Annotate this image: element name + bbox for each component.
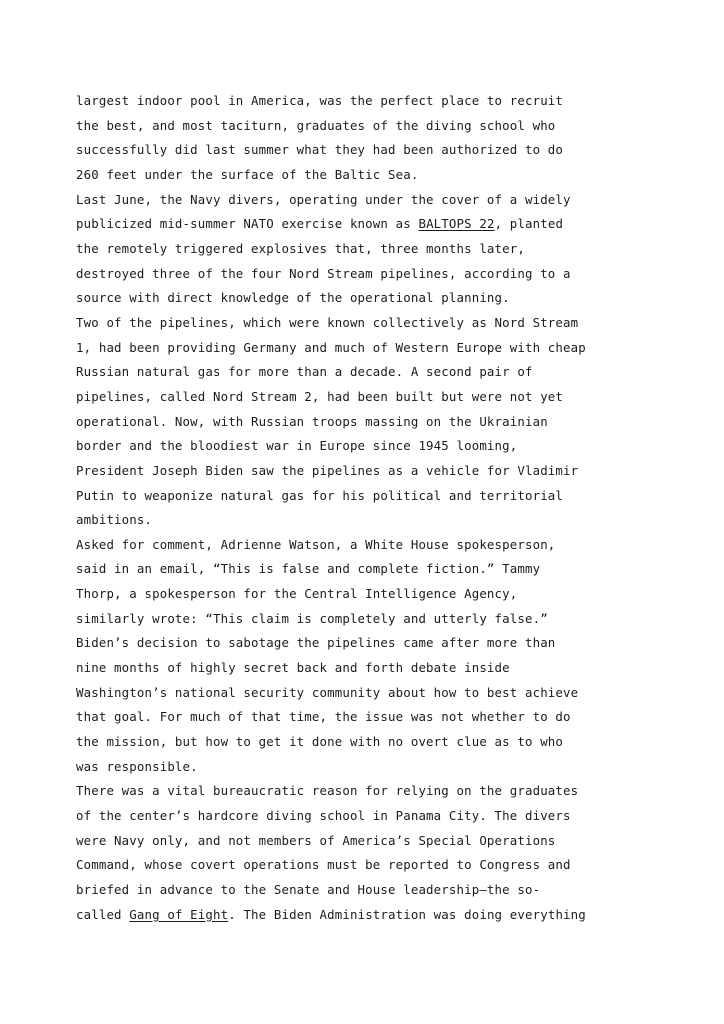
text-segment: destroyed three of the four Nord Stream pipelines, according to a — [76, 265, 571, 281]
text-line — [76, 89, 636, 114]
text-line — [76, 730, 636, 755]
text-segment: Washington’s national security community about how to best achieve — [76, 684, 579, 700]
text-segment: Command, whose covert operations must be reported to Congress and — [76, 857, 571, 873]
text-line — [76, 804, 636, 829]
text-line — [76, 829, 636, 854]
text-segment: There was a vital bureaucratic reason for relying on the graduates — [76, 783, 579, 799]
text-segment: 260 feet under the surface of the Baltic Sea. — [76, 166, 419, 182]
text-segment: Thorp, a spokesperson for the Central Intelligence Agency, — [76, 586, 518, 602]
text-segment: of the center’s hardcore diving school in Panama City. The divers — [76, 808, 571, 824]
text-segment: the best, and most taciturn, graduates of the diving school who — [76, 117, 556, 133]
text-line — [76, 385, 636, 410]
text-line — [76, 779, 636, 804]
text-line — [76, 459, 636, 484]
text-line — [76, 607, 636, 632]
text-line — [76, 484, 636, 509]
text-segment: 1, had been providing Germany and much of Western Europe with cheap — [76, 339, 586, 355]
text-segment: said in an email, “This is false and complete fiction.” Tammy — [76, 561, 541, 577]
text-segment: successfully did last summer what they had been authorized to do — [76, 142, 564, 158]
text-line — [76, 262, 636, 287]
text-line — [76, 410, 636, 435]
text-line — [76, 533, 636, 558]
text-segment: publicized mid-summer NATO exercise known as — [76, 216, 419, 232]
text-line — [76, 681, 636, 706]
text-line — [76, 705, 636, 730]
text-line — [76, 237, 636, 262]
text-segment: that goal. For much of that time, the issue was not whether to do — [76, 709, 571, 725]
text-segment: pipelines, called Nord Stream 2, had been built but were not yet — [76, 388, 564, 404]
text-line — [76, 508, 636, 533]
text-line — [76, 656, 636, 681]
text-line — [76, 360, 636, 385]
text-segment: Two of the pipelines, which were known collectively as Nord Stream — [76, 314, 579, 330]
text-line — [76, 336, 636, 361]
text-segment: border and the bloodiest war in Europe since 1945 looming, — [76, 438, 518, 454]
text-line — [76, 114, 636, 139]
text-segment: the remotely triggered explosives that, three months later, — [76, 240, 525, 256]
text-segment: source with direct knowledge of the operational planning. — [76, 290, 510, 306]
text-segment: Putin to weaponize natural gas for his political and territorial — [76, 487, 564, 503]
document-body — [76, 89, 636, 927]
text-segment: Asked for comment, Adrienne Watson, a White House spokesperson, — [76, 536, 556, 552]
text-line — [76, 212, 636, 237]
text-segment: nine months of highly secret back and forth debate inside — [76, 660, 510, 676]
text-line — [76, 188, 636, 213]
text-line — [76, 557, 636, 582]
text-segment: Russian natural gas for more than a decade. A second pair of — [76, 364, 533, 380]
text-line — [76, 903, 636, 928]
text-segment: . The Biden Administration was doing everything — [228, 906, 586, 922]
text-line — [76, 631, 636, 656]
text-segment: similarly wrote: “This claim is completely and utterly false.” — [76, 610, 548, 626]
text-segment: President Joseph Biden saw the pipelines as a vehicle for Vladimir — [76, 462, 579, 478]
text-line — [76, 163, 636, 188]
text-line — [76, 755, 636, 780]
text-line — [76, 286, 636, 311]
text-segment: were Navy only, and not members of America’s Special Operations — [76, 832, 556, 848]
text-segment: Biden’s decision to sabotage the pipelines came after more than — [76, 635, 556, 651]
text-line — [76, 138, 636, 163]
text-segment: , planted — [494, 216, 564, 232]
text-segment: Last June, the Navy divers, operating under the cover of a widely — [76, 191, 571, 207]
text-line — [76, 582, 636, 607]
text-segment: operational. Now, with Russian troops massing on the Ukrainian — [76, 413, 548, 429]
hyperlink[interactable]: Gang of Eight — [129, 906, 229, 922]
hyperlink[interactable]: BALTOPS 22 — [418, 216, 495, 232]
text-segment: ambitions. — [76, 512, 153, 528]
text-segment: was responsible. — [76, 758, 198, 774]
text-segment: largest indoor pool in America, was the perfect place to recruit — [76, 93, 564, 108]
text-line — [76, 878, 636, 903]
text-segment: briefed in advance to the Senate and House leadership—the so- — [76, 882, 541, 897]
text-segment: called — [76, 906, 130, 922]
text-line — [76, 434, 636, 459]
text-line — [76, 853, 636, 878]
text-line — [76, 311, 636, 336]
text-segment: the mission, but how to get it done with no overt clue as to who — [76, 734, 564, 750]
